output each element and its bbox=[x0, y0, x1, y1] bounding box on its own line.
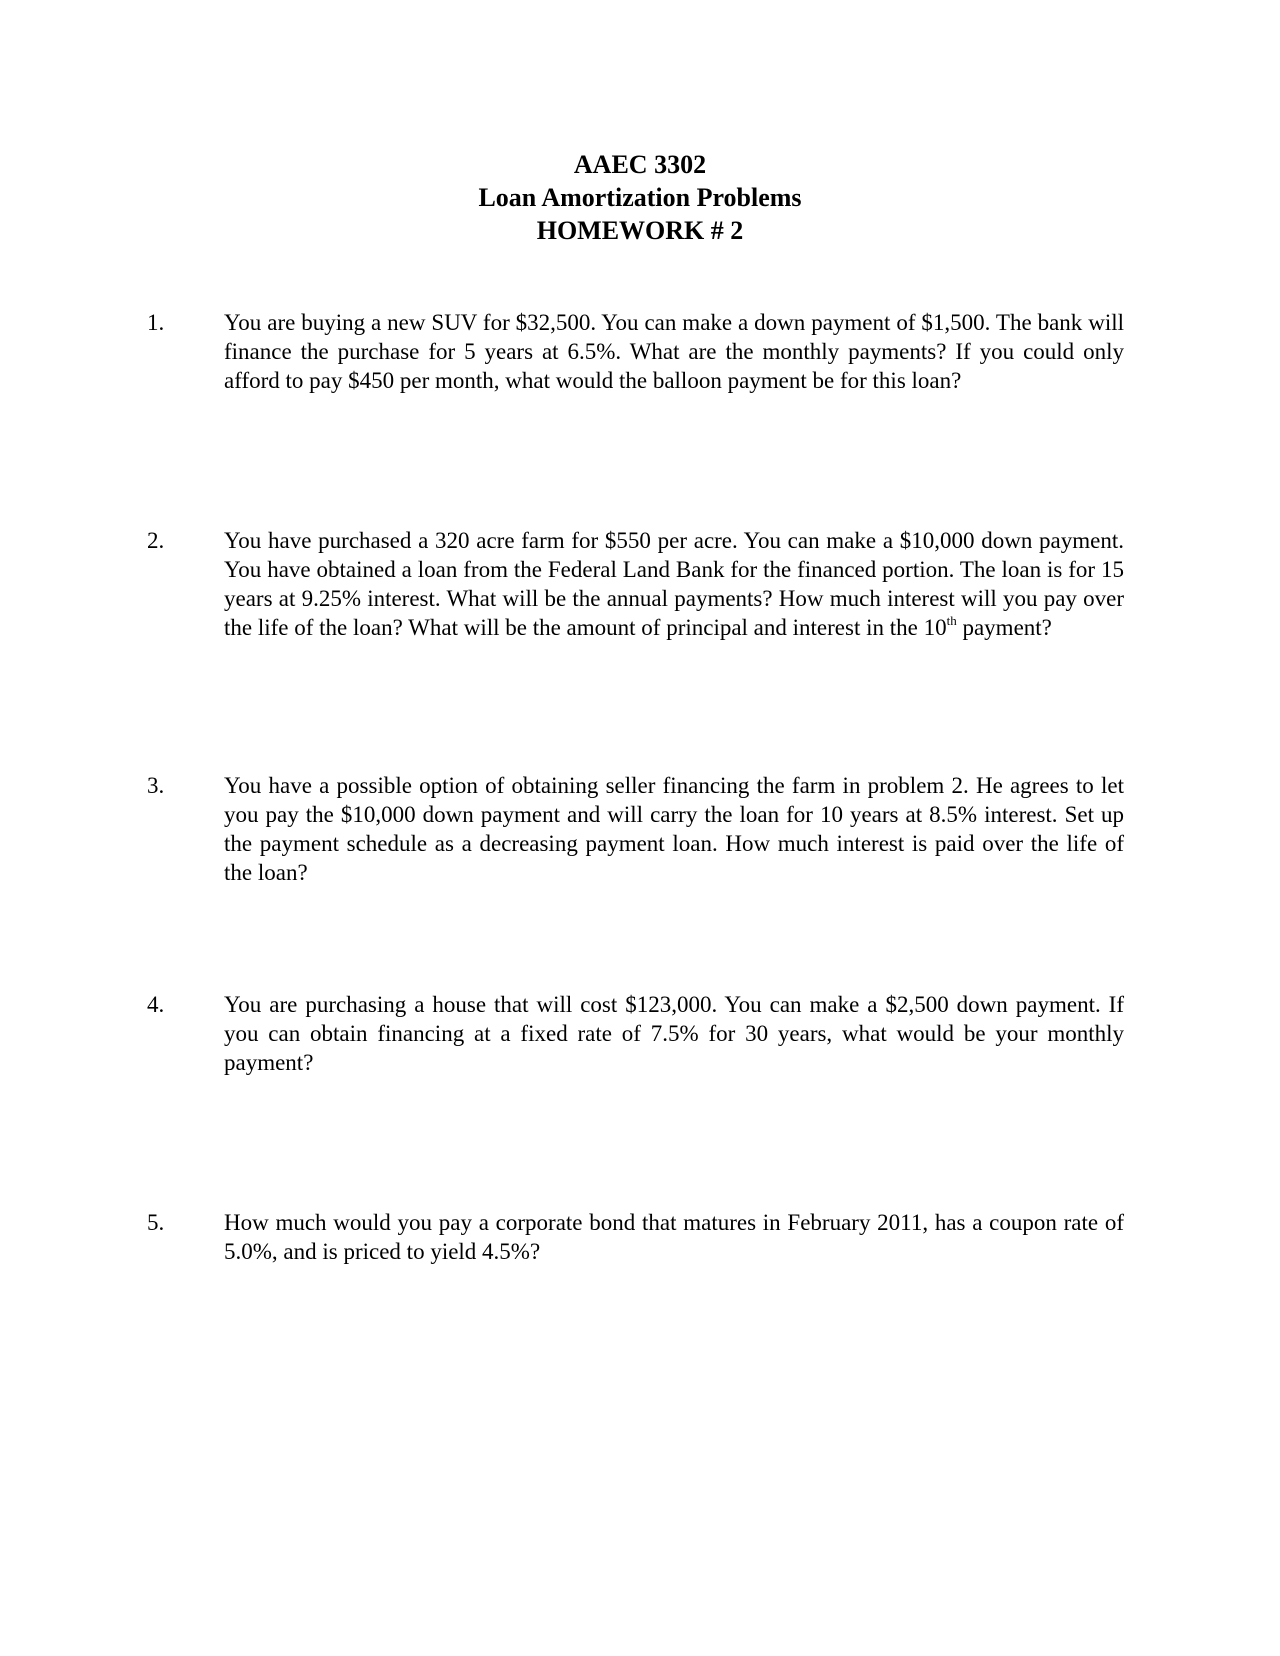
ordinal-superscript: th bbox=[946, 613, 957, 628]
problem-number: 3. bbox=[147, 773, 165, 798]
problem-text: You have a possible option of obtaining seller financing the farm in problem 2. He agrees to let you pay the $10,000 down payment and will carry the loan for 10 years at 8.5% interest. Set up the payment schedule as a decreasing payment loan. How much interest is paid over the life of the loan? bbox=[224, 773, 1124, 885]
problem-number: 1. bbox=[147, 310, 165, 335]
document-title: Loan Amortization Problems bbox=[478, 183, 802, 212]
problem-text bbox=[224, 526, 1124, 642]
problem-number: 4. bbox=[147, 992, 165, 1017]
assignment-label: HOMEWORK # 2 bbox=[536, 216, 744, 245]
problem-number: 5. bbox=[147, 1210, 165, 1235]
problem-text: How much would you pay a corporate bond that matures in February 2011, has a coupon rate of 5.0%, and is priced to yield 4.5%? bbox=[224, 1210, 1124, 1264]
problem-text: You are purchasing a house that will cost $123,000. You can make a $2,500 down payment. If you can obtain financing at a fixed rate of 7.5% for 30 years, what would be your monthly payment? bbox=[224, 992, 1124, 1075]
course-code: AAEC 3302 bbox=[573, 150, 707, 179]
problem-number: 2. bbox=[147, 528, 165, 553]
problem-text: You are buying a new SUV for $32,500. You can make a down payment of $1,500. The bank will finance the purchase for 5 years at 6.5%. What are the monthly payments? If you could only afford to pay $450 per month, what would the balloon payment be for this loan? bbox=[224, 310, 1124, 393]
problem-text-main: You have purchased a 320 acre farm for $550 per acre. You can make a $10,000 down payment. You have obtained a loan from the Federal Land Bank for the financed portion. The loan is for 15 years at 9.25% interest. What will be the annual payments? How much interest will you pay over the life of the loan? What will be the amount of principal and interest in the 10 bbox=[224, 528, 1124, 640]
problem-text-end: payment? bbox=[956, 615, 1052, 640]
document-header bbox=[0, 148, 1280, 247]
